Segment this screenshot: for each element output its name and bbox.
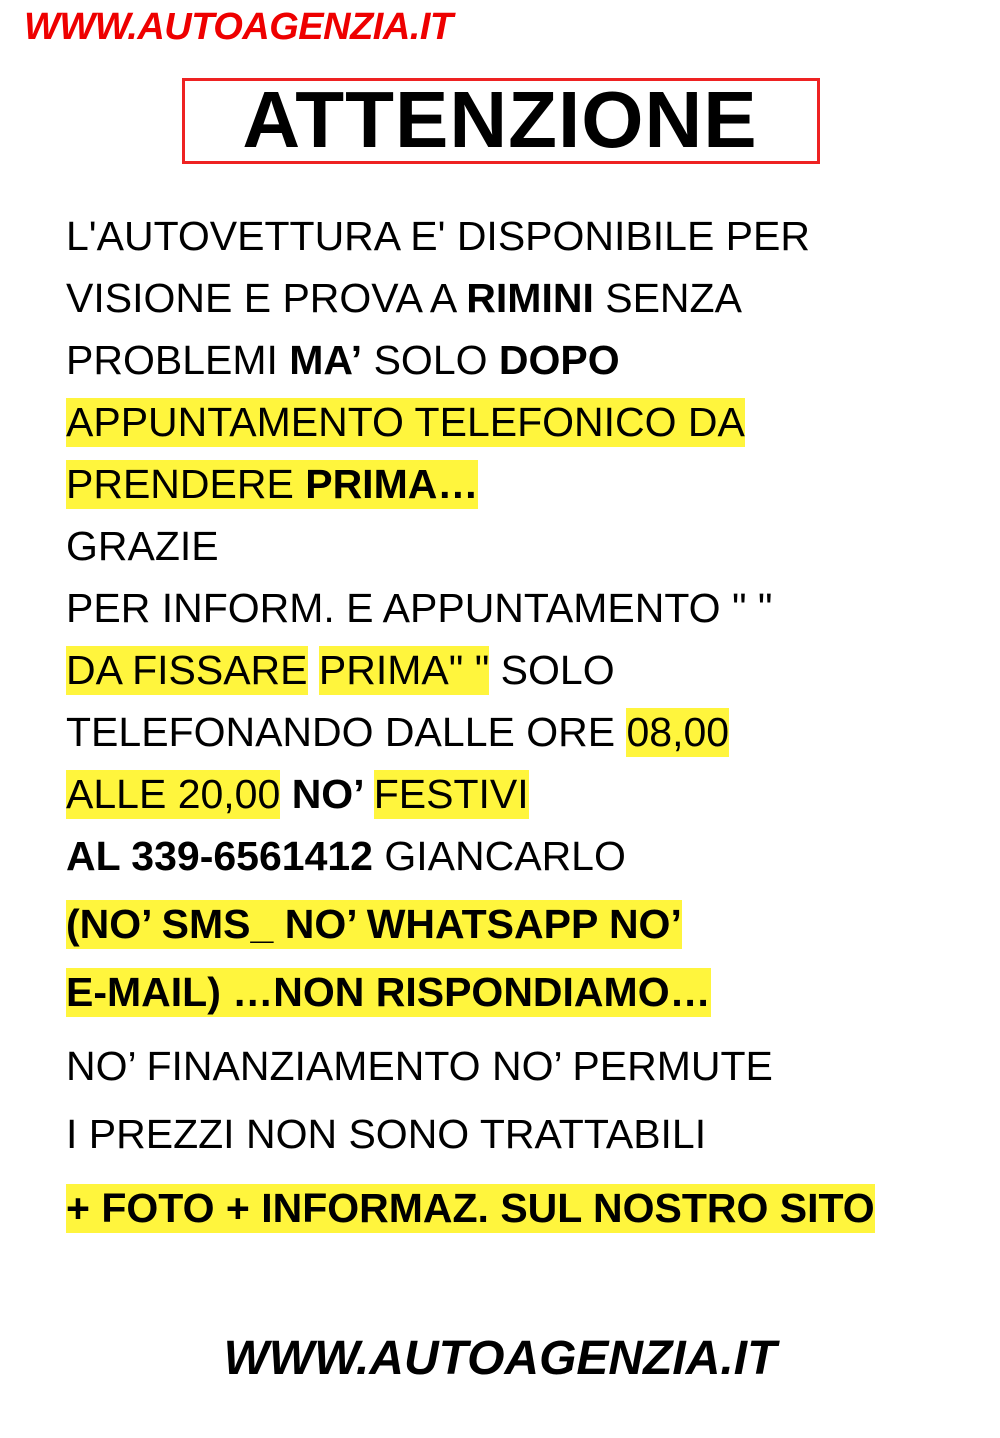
body-line-3-emph-ma: MA’ (289, 337, 363, 383)
body-line-10-time-end: ALLE 20,00 (66, 771, 281, 817)
body-line-4-highlight: APPUNTAMENTO TELEFONICO DA (66, 399, 745, 445)
body-line-16-highlight: + FOTO + INFORMAZ. SUL NOSTRO SITO (66, 1185, 875, 1231)
bottom-site-url: WWW.AUTOAGENZIA.IT (223, 1332, 777, 1385)
page-title: ATTENZIONE (242, 75, 758, 164)
body-line-7-text: PER INFORM. E APPUNTAMENTO " " (66, 585, 773, 631)
body-line-5-highlight (66, 460, 478, 509)
body-line-3 (66, 329, 966, 391)
body-line-15 (66, 1103, 966, 1165)
body-line-8-rest: SOLO (489, 647, 615, 693)
notice-body (66, 205, 966, 1239)
body-line-7 (66, 577, 966, 639)
top-site-banner: WWW.AUTOAGENZIA.IT (24, 6, 453, 48)
body-line-6 (66, 515, 966, 577)
body-line-8 (66, 639, 966, 701)
body-line-5-emph-prima: PRIMA… (305, 461, 479, 507)
body-line-5-part-a: PRENDERE (66, 461, 306, 507)
body-line-3-part-c: SOLO (362, 337, 499, 383)
body-line-3-emph-dopo: DOPO (498, 337, 620, 383)
body-line-14-text: NO’ FINANZIAMENTO NO’ PERMUTE (66, 1043, 773, 1089)
body-line-6-text: GRAZIE (66, 523, 219, 569)
body-line-14 (66, 1035, 966, 1097)
body-line-13-highlight: E-MAIL) …NON RISPONDIAMO… (66, 969, 711, 1015)
body-line-3-part-a: PROBLEMI (66, 337, 290, 383)
body-line-11 (66, 825, 966, 887)
body-line-2-city: RIMINI (466, 275, 594, 321)
body-line-10 (66, 763, 966, 825)
body-line-13 (66, 961, 966, 1023)
body-line-4 (66, 391, 966, 453)
body-line-1 (66, 205, 966, 267)
body-line-12-highlight: (NO’ SMS_ NO’ WHATSAPP NO’ (66, 901, 682, 947)
body-line-9-time-start: 08,00 (626, 709, 730, 755)
body-line-8-highlight-a: DA FISSARE (66, 647, 308, 693)
body-line-2 (66, 267, 966, 329)
spacer (66, 1165, 966, 1177)
body-line-1-text: L'AUTOVETTURA E' DISPONIBILE PER (66, 213, 810, 259)
body-line-10-emph-no: NO’ (280, 771, 374, 817)
body-line-16 (66, 1177, 966, 1239)
body-line-9-part-a: TELEFONANDO DALLE ORE (66, 709, 627, 755)
body-line-10-highlight-festivi: FESTIVI (373, 771, 529, 817)
contact-name: GIANCARLO (372, 833, 626, 879)
body-line-12 (66, 893, 966, 955)
body-line-15-text: I PREZZI NON SONO TRATTABILI (66, 1111, 707, 1157)
body-line-8-space (308, 647, 319, 693)
body-line-5 (66, 453, 966, 515)
body-line-8-highlight-b: PRIMA" " (318, 647, 490, 693)
body-line-9 (66, 701, 966, 763)
spacer (66, 1023, 966, 1035)
phone-number: AL 339-6561412 (66, 833, 373, 879)
body-line-2-part-a: VISIONE E PROVA A (66, 275, 467, 321)
body-line-2-part-c: SENZA (593, 275, 742, 321)
